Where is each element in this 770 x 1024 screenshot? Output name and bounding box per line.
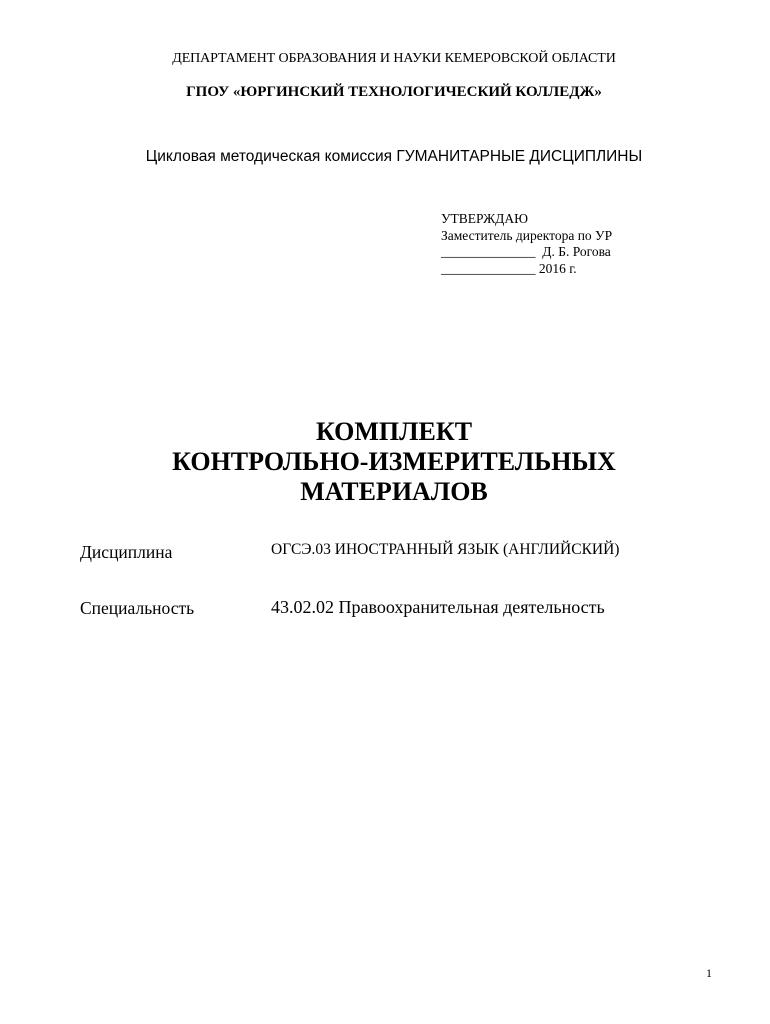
approval-signature-line: ______________ Д. Б. Рогова: [441, 244, 611, 259]
discipline-label: Дисциплина: [80, 542, 173, 562]
approval-position: Заместитель директора по УР: [441, 227, 613, 243]
approval-heading: УТВЕРЖДАЮ: [441, 211, 529, 226]
college-name: ГПОУ «ЮРГИНСКИЙ ТЕХНОЛОГИЧЕСКИЙ КОЛЛЕДЖ»: [186, 84, 602, 100]
specialty-value: 43.02.02 Правоохранительная деятельность: [271, 597, 605, 617]
page-number: 1: [706, 966, 712, 980]
document-title: [0, 417, 770, 507]
approval-date-line: ______________ 2016 г.: [441, 260, 577, 276]
approval-block: [441, 211, 612, 277]
department-heading: ДЕПАРТАМЕНТ ОБРАЗОВАНИЯ И НАУКИ КЕМЕРОВСКОЙ ОБЛАСТИ: [172, 51, 616, 66]
commission-line: Цикловая методическая комиссия ГУМАНИТАРНЫЕ ДИСЦИПЛИНЫ: [145, 148, 643, 165]
title-line-3: МАТЕРИАЛОВ: [300, 477, 488, 506]
discipline-value: ОГСЭ.03 ИНОСТРАННЫЙ ЯЗЫК (АНГЛИЙСКИЙ): [271, 541, 620, 558]
specialty-label: Специальность: [80, 598, 195, 618]
title-line-2: КОНТРОЛЬНО-ИЗМЕРИТЕЛЬНЫХ: [172, 447, 616, 476]
title-line-1: КОМПЛЕКТ: [315, 417, 473, 446]
